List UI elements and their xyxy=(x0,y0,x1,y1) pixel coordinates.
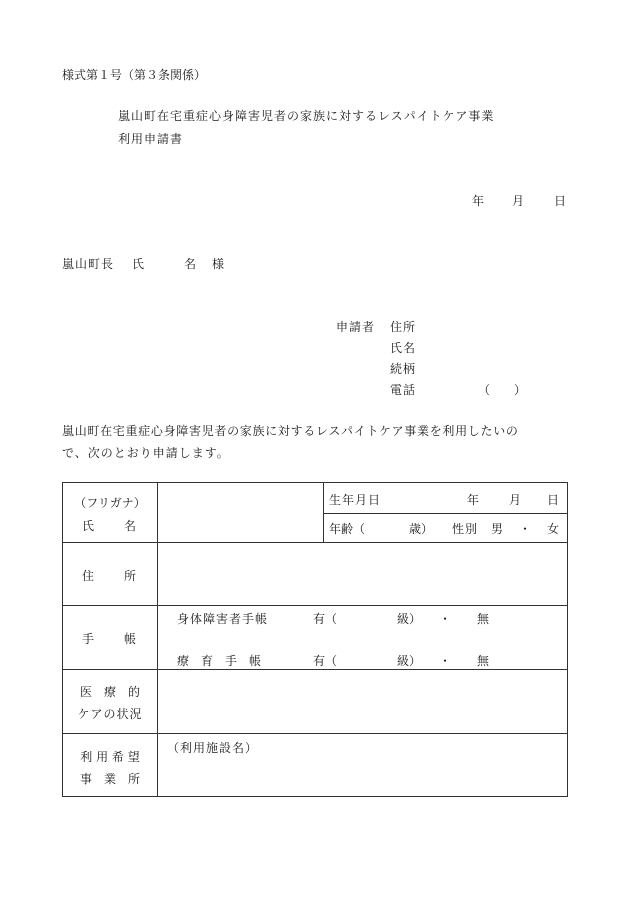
facility-field[interactable] xyxy=(163,757,563,791)
care-label-line2: ケアの状況 xyxy=(77,707,143,721)
applicant-relation-label: 続柄 xyxy=(390,362,417,376)
sex-separator: ・ xyxy=(519,522,532,536)
name-label: 氏 名 xyxy=(81,519,138,533)
request-text-line1: 嵐山町在宅重症心身障害児者の家族に対するレスパイトケア事業を利用したいの xyxy=(62,424,519,438)
techo2-no[interactable]: 無 xyxy=(477,654,490,668)
document-title: 嵐山町在宅重症心身障害児者の家族に対するレスパイトケア事業 xyxy=(118,109,495,123)
techo2-name: 療 育 手 帳 xyxy=(177,654,262,668)
techo-label: 手 帳 xyxy=(81,632,138,646)
care-field[interactable] xyxy=(163,675,563,727)
applicant-name-label: 氏名 xyxy=(390,341,417,355)
techo1-name: 身体障害者手帳 xyxy=(177,612,269,626)
form-code: 様式第１号（第３条関係） xyxy=(62,68,207,82)
applicant-label: 申請者 xyxy=(336,320,376,334)
facility-label-line2: 事 業 所 xyxy=(79,772,140,786)
addressee-shi: 氏 xyxy=(132,257,145,271)
birth-month-label: 月 xyxy=(509,493,522,507)
date-month-label: 月 xyxy=(512,194,525,208)
techo1-no[interactable]: 無 xyxy=(477,612,490,626)
birth-day-label: 日 xyxy=(547,493,560,507)
age-unit: 歳） xyxy=(409,522,434,536)
techo2-separator: ・ xyxy=(439,654,452,668)
care-label-line1: 医 療 的 xyxy=(79,685,140,699)
birth-year-label: 年 xyxy=(467,493,480,507)
name-field[interactable] xyxy=(223,493,313,533)
addressee-mei: 名 xyxy=(184,257,197,271)
age-label: 年齢（ xyxy=(329,522,366,536)
birthdate-label: 生年月日 xyxy=(329,493,382,507)
date-year-label: 年 xyxy=(472,194,485,208)
address-field[interactable] xyxy=(163,549,563,599)
date-day-label: 日 xyxy=(554,194,567,208)
application-table xyxy=(62,482,568,797)
document-subtitle: 利用申請書 xyxy=(118,132,184,146)
sex-male-option[interactable]: 男 xyxy=(491,522,504,536)
facility-label-line1: 利 用 希 望 xyxy=(80,750,140,764)
techo1-yes[interactable]: 有（ xyxy=(313,612,338,626)
applicant-phone-areacode: （ ） xyxy=(478,383,527,397)
request-text-line2: で、次のとおり申請します。 xyxy=(62,446,230,460)
sex-female-option[interactable]: 女 xyxy=(547,522,560,536)
addressee-sama: 様 xyxy=(212,257,225,271)
facility-hint: （利用施設名） xyxy=(167,741,259,755)
techo2-grade: 級） xyxy=(397,654,422,668)
address-label: 住 所 xyxy=(81,569,138,583)
applicant-address-label: 住所 xyxy=(390,320,417,334)
sex-label: 性別 xyxy=(452,522,479,536)
applicant-phone-label: 電話 xyxy=(390,383,417,397)
addressee-title: 嵐山町長 xyxy=(62,257,115,271)
furigana-label: （フリガナ） xyxy=(74,496,146,510)
techo1-separator: ・ xyxy=(439,612,452,626)
techo2-yes[interactable]: 有（ xyxy=(313,654,338,668)
techo1-grade: 級） xyxy=(397,612,422,626)
